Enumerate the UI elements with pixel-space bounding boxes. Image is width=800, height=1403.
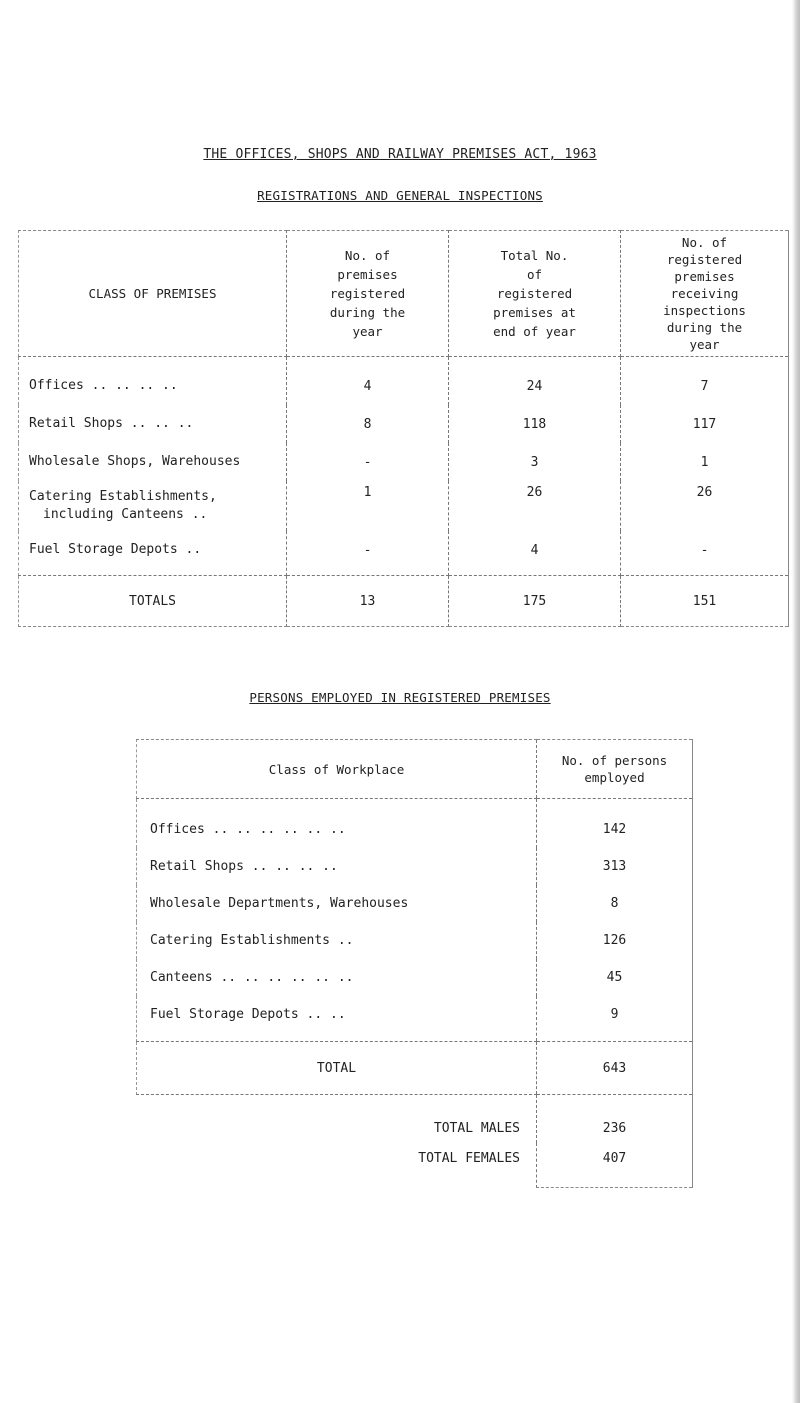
cell-inspections: 7 — [621, 357, 789, 406]
row-label: Wholesale Departments, Warehouses — [137, 885, 537, 922]
header-class-of-workplace: Class of Workplace — [137, 740, 537, 799]
table-row — [19, 357, 789, 406]
row-label: Canteens .. .. .. .. .. .. — [137, 959, 537, 996]
total-females-value: 407 — [537, 1143, 693, 1188]
registrations-table — [18, 230, 789, 627]
row-label: Offices .. .. .. .. .. .. — [137, 799, 537, 849]
cell-inspections: 26 — [621, 481, 789, 531]
row-label: Offices .. .. .. .. — [19, 357, 287, 406]
cell-persons: 313 — [537, 848, 693, 885]
table-row — [137, 922, 693, 959]
table-row — [19, 481, 789, 531]
row-label: Fuel Storage Depots .. .. — [137, 996, 537, 1042]
header-persons-employed: No. of persons employed — [537, 740, 693, 799]
section-title-registrations: REGISTRATIONS AND GENERAL INSPECTIONS — [257, 188, 543, 203]
totals-registered: 13 — [287, 576, 449, 627]
table-row — [137, 799, 693, 849]
cell-total: 4 — [449, 531, 621, 576]
row-label: Retail Shops .. .. .. — [19, 405, 287, 443]
table-row — [137, 959, 693, 996]
cell-inspections: 1 — [621, 443, 789, 481]
header-inspections: No. of registered premises receiving inspections during the year — [621, 231, 789, 357]
table-row — [19, 405, 789, 443]
total-row — [137, 1042, 693, 1095]
cell-registered: - — [287, 531, 449, 576]
cell-total: 3 — [449, 443, 621, 481]
row-label: Catering Establishments .. — [137, 922, 537, 959]
cell-registered: 1 — [287, 481, 449, 531]
employment-header-row — [137, 740, 693, 799]
table-row — [137, 996, 693, 1042]
total-males-label: TOTAL MALES — [433, 1120, 520, 1136]
row-label: Retail Shops .. .. .. .. — [137, 848, 537, 885]
totals-inspections: 151 — [621, 576, 789, 627]
cell-total: 26 — [449, 481, 621, 531]
header-total-registered: Total No. of registered premises at end of year — [449, 231, 621, 357]
cell-inspections: 117 — [621, 405, 789, 443]
header-premises-registered: No. of premises registered during the year — [287, 231, 449, 357]
cell-persons: 126 — [537, 922, 693, 959]
table-row — [19, 531, 789, 576]
row-label: Fuel Storage Depots .. — [19, 531, 287, 576]
cell-persons: 45 — [537, 959, 693, 996]
cell-persons: 8 — [537, 885, 693, 922]
table-row — [137, 885, 693, 922]
cell-registered: - — [287, 443, 449, 481]
row-label: Wholesale Shops, Warehouses — [19, 443, 287, 481]
total-label: TOTAL — [137, 1042, 537, 1095]
cell-inspections: - — [621, 531, 789, 576]
header-class-of-premises: CLASS OF PREMISES — [19, 231, 287, 357]
cell-registered: 8 — [287, 405, 449, 443]
cell-persons: 142 — [537, 799, 693, 849]
totals-row — [19, 576, 789, 627]
cell-total: 24 — [449, 357, 621, 406]
table-row — [137, 848, 693, 885]
cell-total: 118 — [449, 405, 621, 443]
totals-total: 175 — [449, 576, 621, 627]
total-value: 643 — [537, 1042, 693, 1095]
totals-label: TOTALS — [19, 576, 287, 627]
cell-registered: 4 — [287, 357, 449, 406]
cell-persons: 9 — [537, 996, 693, 1042]
row-label: Catering Establishments, including Canteens .. — [19, 481, 287, 531]
table-row — [19, 443, 789, 481]
total-females-label: TOTAL FEMALES — [418, 1150, 520, 1166]
document-title: THE OFFICES, SHOPS AND RAILWAY PREMISES ACT, 1963 — [203, 147, 597, 162]
registrations-header-row — [19, 231, 789, 357]
section-title-persons-employed: PERSONS EMPLOYED IN REGISTERED PREMISES — [249, 690, 551, 705]
total-males-value: 236 — [537, 1095, 693, 1144]
males-row — [137, 1095, 693, 1144]
employment-table — [136, 739, 693, 1188]
females-row — [137, 1143, 693, 1188]
